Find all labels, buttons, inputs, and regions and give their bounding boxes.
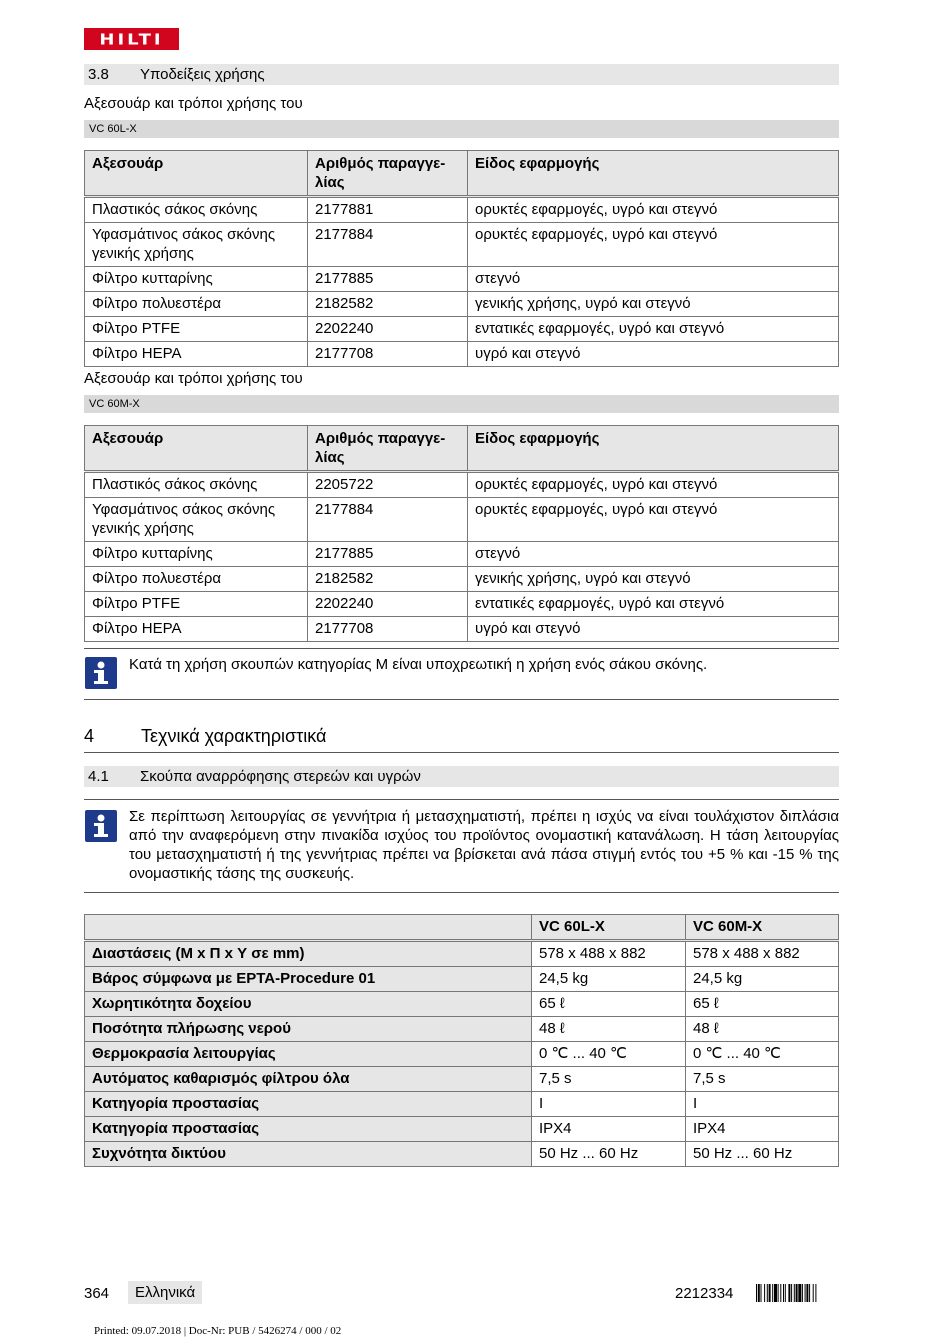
table-cell: 48 ℓ	[532, 1017, 686, 1042]
table-row	[85, 1117, 839, 1142]
model-bar-2	[84, 395, 839, 413]
table-row	[85, 567, 839, 592]
section-number: 4.1	[88, 768, 109, 785]
barcode-bar	[794, 1284, 795, 1302]
barcode-bar	[788, 1284, 790, 1302]
table-cell: ορυκτές εφαρμογές, υγρό και στεγνό	[468, 197, 839, 223]
row-label: Διαστάσεις (Μ x Π x Υ σε mm)	[85, 941, 532, 967]
barcode-bar	[780, 1284, 781, 1302]
barcode-bar	[783, 1284, 784, 1302]
barcode-bar	[813, 1284, 814, 1302]
barcode-bar	[767, 1284, 768, 1302]
technical-data-table	[84, 914, 839, 1167]
table-cell: 2177881	[308, 197, 468, 223]
table-row	[85, 1042, 839, 1067]
column-header: Αξεσουάρ	[85, 151, 308, 197]
table-row	[85, 1067, 839, 1092]
model-bar-1	[84, 120, 839, 138]
barcode-bar	[774, 1284, 777, 1302]
info-icon	[85, 657, 117, 689]
language-label: Ελληνικά	[128, 1281, 202, 1304]
barcode-bar	[809, 1284, 810, 1302]
barcode-bar	[802, 1284, 803, 1302]
barcode-bar	[806, 1284, 808, 1302]
table-cell: 0 ℃ ... 40 ℃	[532, 1042, 686, 1067]
table-row	[85, 498, 839, 542]
chapter-title: Τεχνικά χαρακτηριστικά	[141, 726, 327, 746]
row-label: Κατηγορία προστασίας	[85, 1117, 532, 1142]
table-row	[85, 472, 839, 498]
table-cell: εντατικές εφαρμογές, υγρό και στεγνό	[468, 317, 839, 342]
section-4-1-header	[84, 766, 839, 787]
table-row	[85, 1092, 839, 1117]
page-number: 364	[84, 1285, 110, 1302]
info-note-2	[84, 799, 839, 893]
barcode-bar	[815, 1284, 816, 1302]
table-cell: 50 Hz ... 60 Hz	[686, 1142, 839, 1167]
table-cell: γενικής χρήσης, υγρό και στεγνό	[468, 567, 839, 592]
table-cell: υγρό και στεγνό	[468, 617, 839, 642]
table-cell: υγρό και στεγνό	[468, 342, 839, 367]
chapter-4-header	[84, 722, 839, 753]
table-cell: 578 x 488 x 882	[686, 941, 839, 967]
table-cell: 2202240	[308, 592, 468, 617]
table-cell: Φίλτρο HEPA	[85, 342, 308, 367]
table-cell: I	[686, 1092, 839, 1117]
column-header: Είδος εφαρμογής	[468, 426, 839, 472]
row-label: Αυτόματος καθαρισμός φίλτρου όλα	[85, 1067, 532, 1092]
chapter-number: 4	[84, 726, 95, 746]
table-header-row	[85, 915, 839, 941]
model-label: VC 60L-X	[89, 123, 137, 135]
column-header: Αξεσουάρ	[85, 426, 308, 472]
barcode-bar	[805, 1284, 806, 1302]
note-text: Κατά τη χρήση σκουπών κατηγορίας M είναι υποχρεωτική η χρήση ενός σάκου σκόνης.	[129, 656, 708, 673]
column-header	[85, 915, 532, 941]
table-cell: Φίλτρο HEPA	[85, 617, 308, 642]
table-cell: 65 ℓ	[686, 992, 839, 1017]
column-header: Είδος εφαρμογής	[468, 151, 839, 197]
document-number: 2212334	[675, 1285, 734, 1302]
column-header: Αριθμός παραγγε-λίας	[308, 151, 468, 197]
table-cell: 2177884	[308, 498, 468, 542]
table-row	[85, 342, 839, 367]
info-icon	[85, 810, 117, 842]
barcode-bar	[764, 1284, 765, 1302]
table-row	[85, 592, 839, 617]
table-cell: 7,5 s	[532, 1067, 686, 1092]
table-cell: Φίλτρο PTFE	[85, 592, 308, 617]
column-header: VC 60L-X	[532, 915, 686, 941]
table-cell: 7,5 s	[686, 1067, 839, 1092]
table-row	[85, 267, 839, 292]
table-cell: IPX4	[686, 1117, 839, 1142]
table-cell: 2177708	[308, 342, 468, 367]
table-cell: 578 x 488 x 882	[532, 941, 686, 967]
table-row	[85, 292, 839, 317]
table-cell: ορυκτές εφαρμογές, υγρό και στεγνό	[468, 223, 839, 267]
table-cell: 2205722	[308, 472, 468, 498]
row-label: Ποσότητα πλήρωσης νερού	[85, 1017, 532, 1042]
hilti-logo: HILTI	[84, 28, 179, 50]
barcode-bar	[758, 1284, 760, 1302]
table-cell: 2182582	[308, 292, 468, 317]
table-cell: 2202240	[308, 317, 468, 342]
table-cell: 65 ℓ	[532, 992, 686, 1017]
barcode-bar	[798, 1284, 801, 1302]
row-label: Κατηγορία προστασίας	[85, 1092, 532, 1117]
table-row	[85, 1142, 839, 1167]
print-info: Printed: 09.07.2018 | Doc-Nr: PUB / 5426274 / 000 / 02	[94, 1325, 342, 1337]
table-cell: Πλαστικός σάκος σκόνης	[85, 197, 308, 223]
table-cell: Φίλτρο κυτταρίνης	[85, 542, 308, 567]
table-row	[85, 941, 839, 967]
barcode-bar	[769, 1284, 771, 1302]
barcode-bar	[756, 1284, 757, 1302]
table-cell: 24,5 kg	[686, 967, 839, 992]
table-cell: στεγνό	[468, 267, 839, 292]
table-row	[85, 617, 839, 642]
table-row	[85, 967, 839, 992]
table-cell: Φίλτρο πολυεστέρα	[85, 567, 308, 592]
row-label: Βάρος σύμφωνα με EPTA-Procedure 01	[85, 967, 532, 992]
model-label: VC 60M-X	[89, 398, 140, 410]
note-text: Σε περίπτωση λειτουργίας σε γεννήτρια ή μετασχηματιστή, πρέπει η ισχύς να είναι τουλάχιστον διπλάσια από την αναφερόμενη στην πινακίδα ισχύος του προϊόντος ονομαστική κατανάλωση. Η τάση λειτουργίας του μετασχηματιστή ή της γεννήτριας πρέπει να βρίσκεται ανά πάσα στιγμή εντός του +5 % και -15 % της ονομαστικής τάσης της συσκευής.	[129, 808, 839, 882]
info-note-1	[84, 648, 839, 700]
barcode-bar	[791, 1284, 792, 1302]
section-title: Σκούπα αναρρόφησης στερεών και υγρών	[140, 768, 421, 785]
accessory-heading-1: Αξεσουάρ και τρόποι χρήσης του	[84, 95, 303, 112]
table-row	[85, 223, 839, 267]
table-cell: 2177885	[308, 267, 468, 292]
table-cell: εντατικές εφαρμογές, υγρό και στεγνό	[468, 592, 839, 617]
row-label: Χωρητικότητα δοχείου	[85, 992, 532, 1017]
table-cell: Πλαστικός σάκος σκόνης	[85, 472, 308, 498]
table-cell: 24,5 kg	[532, 967, 686, 992]
barcode	[756, 1284, 839, 1302]
table-cell: Υφασμάτινος σάκος σκόνης γενικής χρήσης	[85, 223, 308, 267]
table-cell: γενικής χρήσης, υγρό και στεγνό	[468, 292, 839, 317]
barcode-bar	[796, 1284, 798, 1302]
table-cell: ορυκτές εφαρμογές, υγρό και στεγνό	[468, 498, 839, 542]
barcode-bar	[772, 1284, 773, 1302]
accessory-table-1	[84, 150, 839, 367]
column-header: VC 60M-X	[686, 915, 839, 941]
table-cell: Φίλτρο πολυεστέρα	[85, 292, 308, 317]
accessory-heading-2: Αξεσουάρ και τρόποι χρήσης του	[84, 370, 303, 387]
table-row	[85, 1017, 839, 1042]
barcode-bar	[785, 1284, 786, 1302]
barcode-bar	[778, 1284, 779, 1302]
table-cell: Φίλτρο PTFE	[85, 317, 308, 342]
table-cell: 48 ℓ	[686, 1017, 839, 1042]
column-header: Αριθμός παραγγε-λίας	[308, 426, 468, 472]
table-cell: 0 ℃ ... 40 ℃	[686, 1042, 839, 1067]
table-cell: 2177884	[308, 223, 468, 267]
table-cell: ορυκτές εφαρμογές, υγρό και στεγνό	[468, 472, 839, 498]
table-cell: IPX4	[532, 1117, 686, 1142]
accessory-table-2	[84, 425, 839, 642]
table-cell: στεγνό	[468, 542, 839, 567]
row-label: Συχνότητα δικτύου	[85, 1142, 532, 1167]
table-cell: Φίλτρο κυτταρίνης	[85, 267, 308, 292]
table-row	[85, 992, 839, 1017]
table-cell: 2182582	[308, 567, 468, 592]
section-number: 3.8	[88, 66, 109, 83]
row-label: Θερμοκρασία λειτουργίας	[85, 1042, 532, 1067]
table-cell: 2177885	[308, 542, 468, 567]
section-title: Υποδείξεις χρήσης	[140, 66, 265, 83]
table-row	[85, 542, 839, 567]
table-cell: I	[532, 1092, 686, 1117]
table-cell: 2177708	[308, 617, 468, 642]
barcode-bar	[761, 1284, 762, 1302]
table-row	[85, 197, 839, 223]
section-3-8-header	[84, 64, 839, 85]
table-cell: Υφασμάτινος σάκος σκόνης γενικής χρήσης	[85, 498, 308, 542]
table-row	[85, 317, 839, 342]
table-cell: 50 Hz ... 60 Hz	[532, 1142, 686, 1167]
